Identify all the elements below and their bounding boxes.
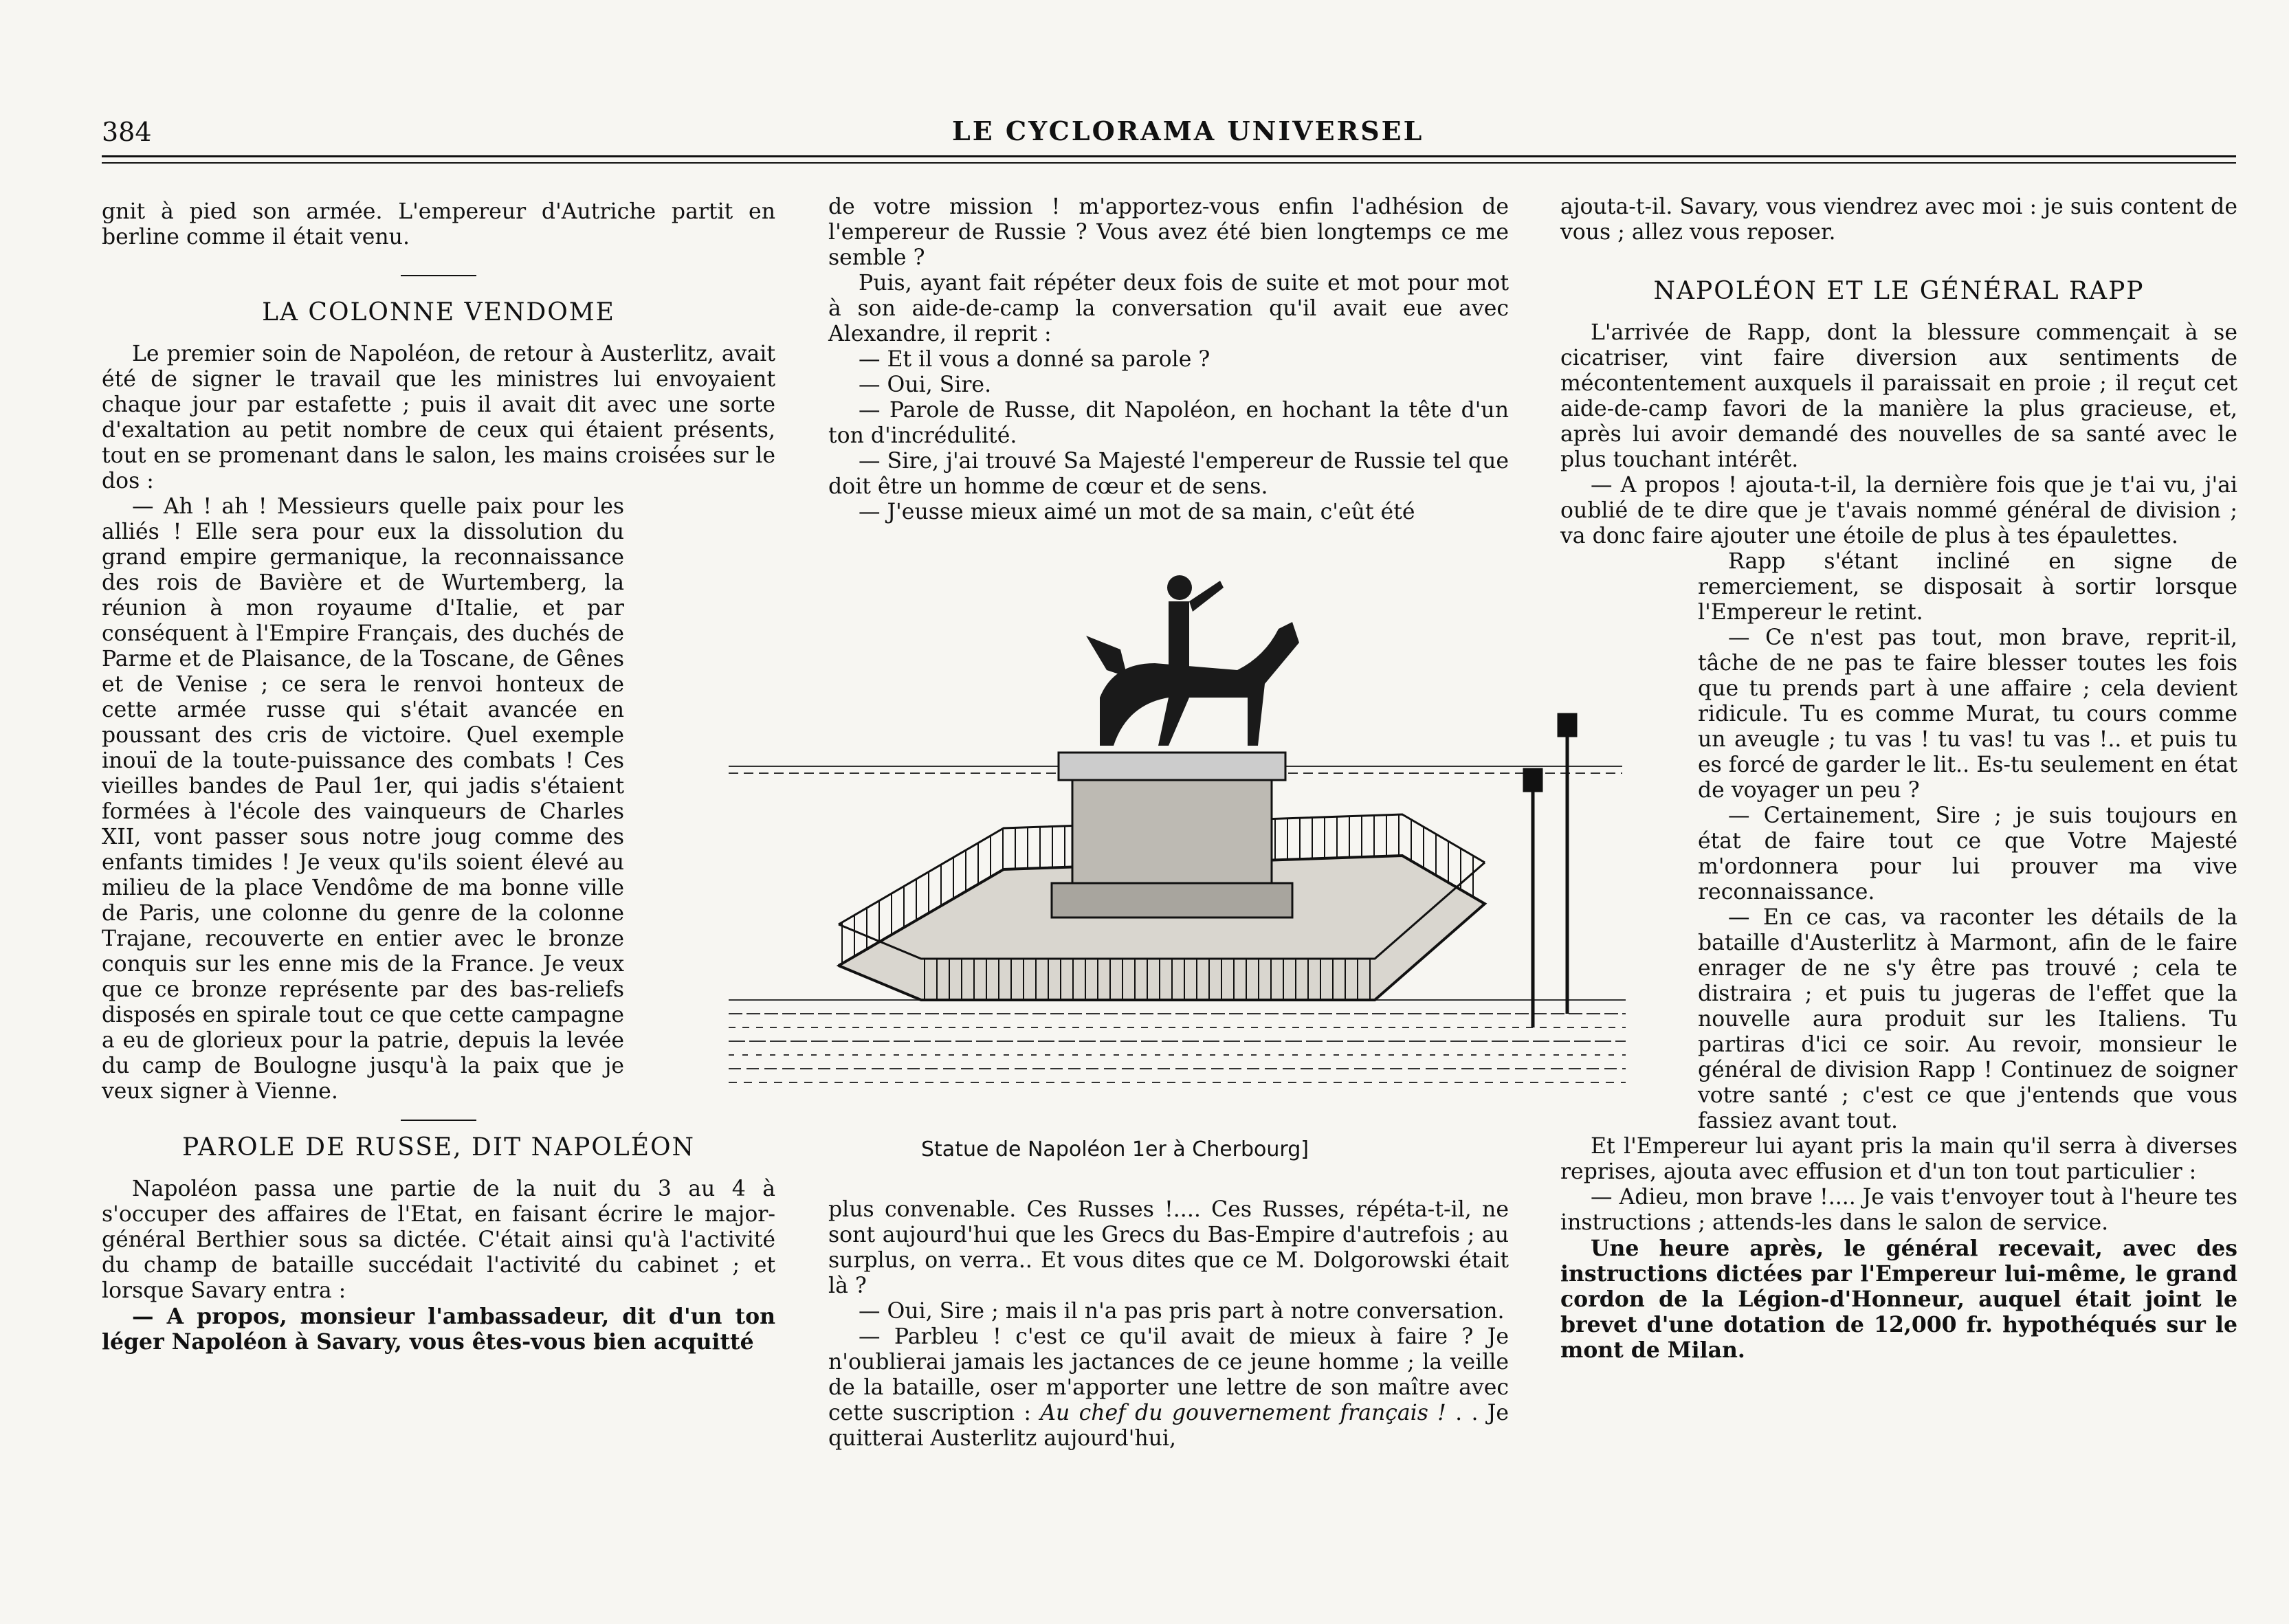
col2-paragraph: — Oui, Sire. <box>859 372 992 397</box>
col1-paragraph: Napoléon passa une partie de la nuit du 3 au 4 à s'occuper des affaires de l'Etat, en faisant écrire le major-général Berthier sous sa dictée. C'était ainsi qu'à l'activité du champ de bataille succédait l'activité du cabinet ; et lorsque Savary entra : <box>102 1177 775 1303</box>
col2-paragraph: — J'eusse mieux aimé un mot de sa main, c'eût été <box>859 500 1415 524</box>
col3-paragraph: — Ce n'est pas tout, mon brave, reprit-il, tâche de ne pas te faire blesser toutes les fois que tu prends part à une affaire ; cela devient ridicule. Tu es comme Murat, tu cours comme un aveugle ; tu vas ! tu vas! tu vas !.. et puis tu es forcé de garder le lit.. Es-tu seulement en état de voyager un peu ? <box>1698 625 2237 803</box>
col2-paragraph: plus convenable. Ces Russes !.... Ces Russes, répéta-t-il, ne sont aujourd'hui que les Grecs du Bas-Empire d'autrefois ; au surplus, on verra.. Et vous dites que ce M. Dolgorowski était là ? <box>828 1197 1509 1298</box>
column-1 <box>102 199 775 1355</box>
col3-paragraph: — Certainement, Sire ; je suis toujours en état de faire tout ce que Votre Majesté m'ordonnera pour lui prouver ma vive reconnaissance. <box>1698 803 2237 904</box>
col2-paragraph: Puis, ayant fait répéter deux fois de suite et mot pour mot à son aide-de-camp la conversation qu'il avait eue avec Alexandre, il reprit : <box>828 271 1509 346</box>
col2-text: — Parbleu ! c'est ce qu'il avait de mieux à faire ? Je n'oublierai jamais les jactances de ce jeune homme ; la veille de la bataille, oser m'apporter une lettre de son maître avec cette suscription : <box>828 1324 1509 1425</box>
col2-paragraph: — Et il vous a donné sa parole ? <box>859 347 1210 372</box>
running-title: LE CYCLORAMA UNIVERSEL <box>952 115 1424 146</box>
statue-illustration <box>715 560 1639 1103</box>
col3-paragraph: Une heure après, le général recevait, avec des instructions dictées par l'Empereur lui-même, le grand cordon de la Légion-d'Honneur, auquel était joint le brevet d'une dotation de 12,000 fr. hypothéqués sur le mont de Milan. <box>1560 1236 2237 1363</box>
col2-paragraph: de votre mission ! m'apportez-vous enfin l'adhésion de l'empereur de Russie ? Vous avez été bien longtemps ce me semble ? <box>828 194 1509 270</box>
col3-paragraph: — Adieu, mon brave !.... Je vais t'envoyer tout à l'heure tes instructions ; attends-les dans le salon de service. <box>1560 1185 2237 1235</box>
section-title-general-rapp: NAPOLÉON ET LE GÉNÉRAL RAPP <box>1653 277 2145 305</box>
header-rule <box>102 155 2236 157</box>
column-3 <box>1560 194 2237 1363</box>
col3-paragraph: — A propos ! ajouta-t-il, la dernière fois que je t'ai vu, j'ai oublié de te dire que je t'avais nommé général de division ; va donc faire ajouter une étoile de plus à tes épaulettes. <box>1560 473 2237 548</box>
section-title-colonne-vendome: LA COLONNE VENDOME <box>262 298 615 326</box>
col2-paragraph: — Sire, j'ai trouvé Sa Majesté l'empereur de Russie tel que doit être un homme de cœur et de sens. <box>828 449 1509 499</box>
column-2-continued <box>828 1197 1509 1451</box>
col3-paragraph: — En ce cas, va raconter les détails de la bataille d'Austerlitz à Marmont, afin de le faire enrager de ne s'y être pas trouvé ; cela te distraira ; et puis tu jugeras de l'effet que la nouvelle aura produit sur les Italiens. Tu partiras d'ici ce soir. Au revoir, monsieur le général de division Rapp ! Continuez de soigner votre santé ; c'est ce que j'entends que vous fassiez avant tout. <box>1698 905 2237 1133</box>
col3-paragraph: Et l'Empereur lui ayant pris la main qu'il serra à diverses reprises, ajouta avec effusion et d'un ton tout particulier : <box>1560 1134 2237 1184</box>
col2-paragraph: — Parole de Russe, dit Napoléon, en hochant la tête d'un ton d'incrédulité. <box>828 398 1509 448</box>
col2-text: . . Je quitterai Austerlitz aujourd'hui, <box>828 1401 1510 1451</box>
col2-italic-text: Au chef du gouvernement français ! <box>1040 1401 1446 1425</box>
section-separator <box>401 275 476 276</box>
col1-paragraph: — Ah ! ah ! Messieurs quelle paix pour les alliés ! Elle sera pour eux la dissolution du grand empire germanique, la reconnaissance des rois de Bavière et de Wurtemberg, la réunion à mon royaume d'Italie, et par conséquent à l'Empire Français, des duchés de Parme et de Plaisance, de la Toscane, de Gênes et de Venise ; ce sera le renvoi honteux de cette armée russe qui s'était avancée en poussant des cris de victoire. Quel exemple inouï de la toute-puissance des combats ! Ces vieilles bandes de Paul 1er, qui jadis s'étaient formées à l'école des vainqueurs de Charles XII, vont passer sous notre joug comme des enfants timides ! Je veux qu'ils soient élevé au milieu de la place Vendôme de ma bonne ville de Paris, une colonne du genre de la colonne Trajane, recouverte en entier avec le bronze conquis sur les enne mis de la France. Je veux que ce bronze représente par des bas-reliefs disposés en spirale tout ce que cette campagne a eu de glorieux pour la patrie, depuis la levée du camp de Boulogne jusqu'à la paix que je veux signer à Vienne. <box>102 494 624 1104</box>
col1-paragraph: Le premier soin de Napoléon, de retour à Austerlitz, avait été de signer le travail que les ministres lui envoyaient chaque jour par estafette ; puis il avait dit avec une sorte d'exaltation au petit nombre de ceux qui étaient présents, tout en se promenant dans le salon, les mains croisées sur le dos : <box>102 342 775 493</box>
col3-paragraph: L'arrivée de Rapp, dont la blessure commençait à se cicatriser, vint faire diversion aux sentiments de mécontentement auxquels il paraissait en proie ; il reçut cet aide-de-camp favori de la manière la plus gracieuse, et, après lui avoir demandé des nouvelles de sa santé avec le plus touchant intérêt. <box>1560 320 2237 472</box>
col2-paragraph <box>828 1324 1509 1451</box>
col2-paragraph: — Oui, Sire ; mais il n'a pas pris part à notre conversation. <box>859 1299 1505 1324</box>
col3-paragraph: ajouta-t-il. Savary, vous viendrez avec moi : je suis content de vous ; allez vous reposer. <box>1560 194 2237 245</box>
column-2 <box>828 194 1509 525</box>
figure-caption: Statue de Napoléon 1er à Cherbourg] <box>921 1137 1309 1161</box>
col1-intro: gnit à pied son armée. L'empereur d'Autriche partit en berline comme il était venu. <box>102 199 775 249</box>
page-number: 384 <box>102 117 152 147</box>
col3-paragraph: Rapp s'étant incliné en signe de remerciement, se disposait à sortir lorsque l'Empereur le retint. <box>1698 549 2237 625</box>
section-separator <box>401 1120 476 1121</box>
section-title-parole-de-russe: PAROLE DE RUSSE, DIT NAPOLÉON <box>181 1133 696 1161</box>
header-rule-thin <box>102 162 2236 164</box>
col1-paragraph: — A propos, monsieur l'ambassadeur, dit d'un ton léger Napoléon à Savary, vous êtes-vous bien acquitté <box>102 1304 775 1355</box>
